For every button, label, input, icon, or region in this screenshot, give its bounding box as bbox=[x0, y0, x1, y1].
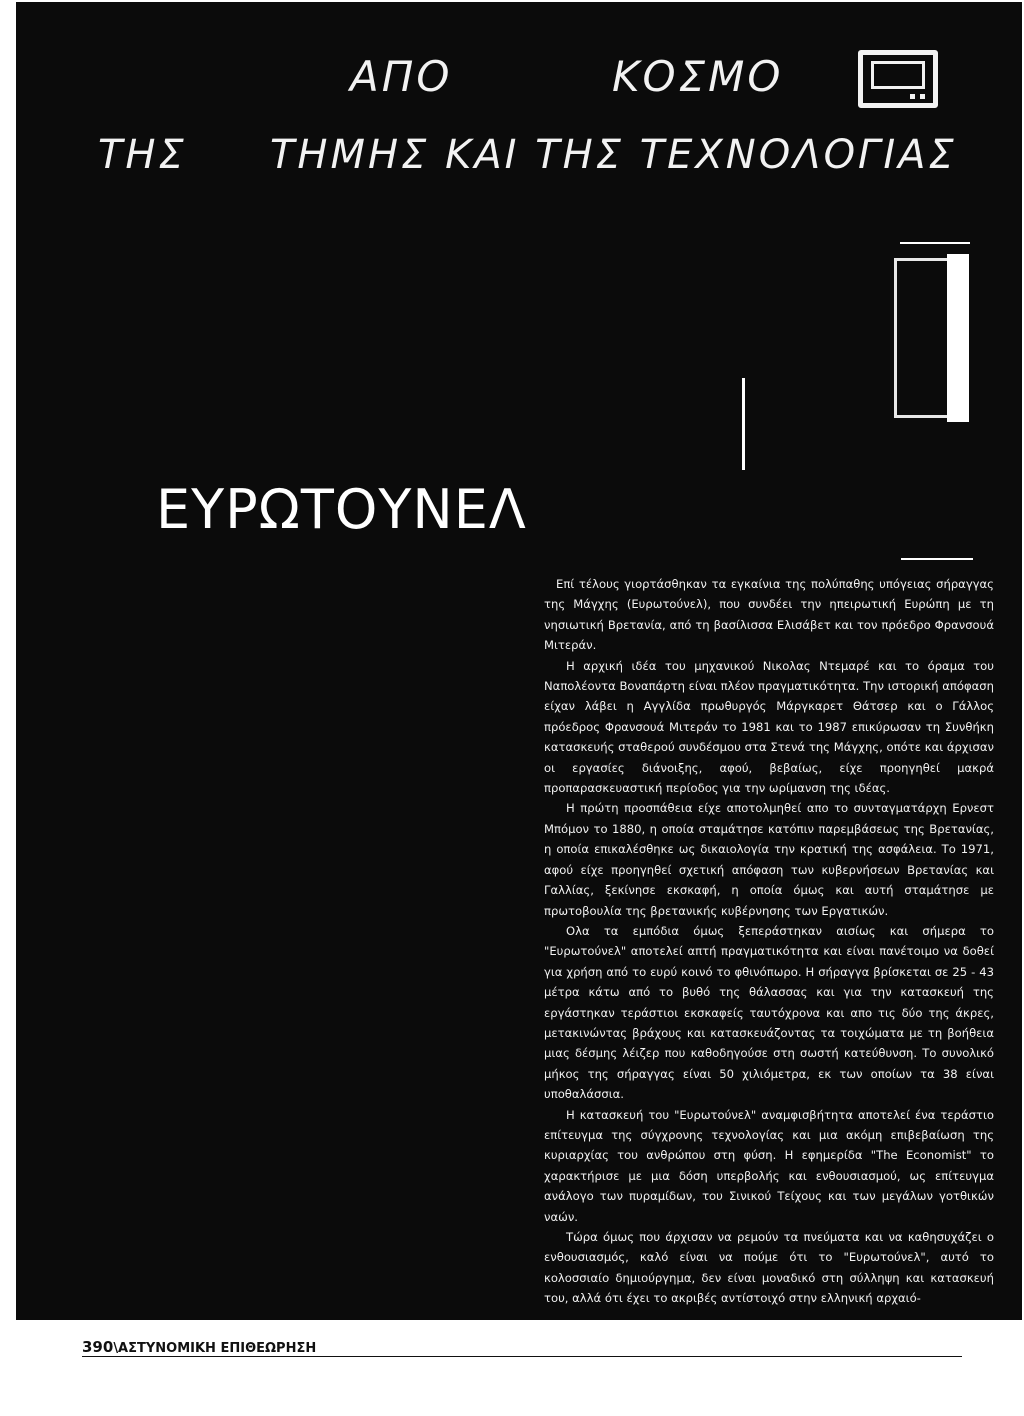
dark-panel bbox=[16, 2, 1022, 1320]
header-line1-right: ΚΟΣΜΟ bbox=[612, 52, 784, 101]
page-footer bbox=[82, 1338, 316, 1356]
tv-icon bbox=[858, 50, 938, 108]
article-title: ΕΥΡΩΤΟΥΝΕΛ bbox=[156, 478, 527, 541]
header-line2-right: ΤΗΜΗΣ ΚΑΙ ΤΗΣ ΤΕΧΝΟΛΟΓΙΑΣ bbox=[270, 132, 957, 178]
article-paragraph: Η κατασκευή του "Ευρωτούνελ" αναμφισβήτητα αποτελεί ένα τεράστιο επίτευγμα της σύγχρονης τεχνολογίας και μια ακόμη επιβεβαίωση της κυριαρχίας του ανθρώπου στη φύση. Η εφημερίδα "The Economist" το χαρακτήρισε με μια δόση υπερβολής και ενθουσιασμού, ως επίτευγμα ανάλογο των πυραμίδων, του Σινικού Τείχους και των μεγάλων γοτθικών ναών. bbox=[544, 1107, 994, 1224]
page-number: 390 bbox=[82, 1338, 114, 1356]
article-paragraph: Ολα τα εμπόδια όμως ξεπεράστηκαν αισίως και σήμερα το "Ευρωτούνελ" αποτελεί απτή πραγματικότητα και είναι πανέτοιμο να δοθεί για χρήση από το ευρύ κοινό το φθινόπωρο. Η σήραγγα βρίσκεται σε 25 - 43 μέτρα κάτω από το βυθό της θάλασσας και για την κατασκευή της εργάστηκαν τεράστιοι εκσκαφείς ταυτόχρονα και απο τις δύο της άκρες, μετακινώντας βράχους και κατασκευάζοντας τα τοιχώματα με τη βοήθεια μιας δέσμης λέιζερ που καθοδηγούσε στη σωστή κατεύθυνση. Το συνολικό μήκος της σήραγγας είναι 50 χιλιόμετρα, εκ των οποίων τα 38 είναι υποθαλάσσια. bbox=[544, 923, 994, 1102]
decorative-line-vertical bbox=[742, 378, 745, 470]
header-line1-left: ΑΠΟ bbox=[350, 52, 453, 101]
footer-rule bbox=[82, 1356, 962, 1357]
article-paragraph: Τώρα όμως που άρχισαν να ρεμούν τα πνεύματα και να καθησυχάζει ο ενθουσιασμός, καλό είναι να πούμε ότι το "Ευρωτούνελ", αυτό το κολοσσιαίο δημιούργημα, δεν είναι μοναδικό στη σύλληψη και κατασκευή του, αλλά ότι έχει το ακριβές αντίστοιχό στην ελληνική αρχαιό- bbox=[544, 1230, 994, 1306]
title-rule bbox=[901, 558, 973, 560]
article-body bbox=[544, 574, 994, 1309]
publication-name: \ΑΣΤΥΝΟΜΙΚΗ ΕΠΙΘΕΩΡΗΣΗ bbox=[113, 1341, 317, 1356]
article-paragraph: Η πρώτη προσπάθεια είχε αποτολμηθεί απο το συνταγματάρχη Ερνεστ Μπόμον το 1880, η οποία σταμάτησε κατόπιν παρεμβάσεως της Βρετανίας, η οποία επικαλέσθηκε ως δικαιολογία την κρατική της ασφάλεια. Το 1971, αφού είχε προηγηθεί σχετική απόφαση των κυβερνήσεων Βρετανίας και Γαλλίας, ξεκίνησε εκσκαφή, η οποία όμως και αυτή σταμάτησε με πρωτοβουλία της βρετανικής κυβέρνησης των Εργατικών. bbox=[544, 801, 994, 918]
header-line2-left: ΤΗΣ bbox=[98, 132, 187, 178]
article-paragraph: Επί τέλους γιορτάσθηκαν τα εγκαίνια της πολύπαθης υπόγειας σήραγγας της Μάγχης (Ευρωτούνελ), που συνδέει την ηπειρωτική Ευρώπη με τη νησιωτική Βρετανία, από τη βασίλισσα Ελισάβετ και τον πρόεδρο Φρανσουά Μιτεράν. bbox=[544, 577, 994, 653]
decorative-bar bbox=[947, 254, 969, 422]
decorative-line-top bbox=[900, 242, 970, 244]
article-paragraph: Η αρχική ιδέα του μηχανικού Νικολας Ντεμαρέ και το όραμα του Ναπολέοντα Βοναπάρτη είναι πλέον πραγματικότητα. Την ιστορική απόφαση είχαν λάβει η Αγγλίδα πρωθυργός Μάργκαρετ Θάτσερ και ο Γάλλος πρόεδρος Φρανσουά Μιτεράν το 1981 και το 1987 επικύρωσαν τη Συνθήκη κατασκευής σταθερού συνδέσμου στα Στενά της Μάγχης, οπότε και άρχισαν οι εργασίες διάνοιξης, αφού, βεβαίως, είχε προηγηθεί μακρά προπαρασκευαστική περίοδος για την ωρίμανση της ιδέας. bbox=[544, 658, 994, 796]
